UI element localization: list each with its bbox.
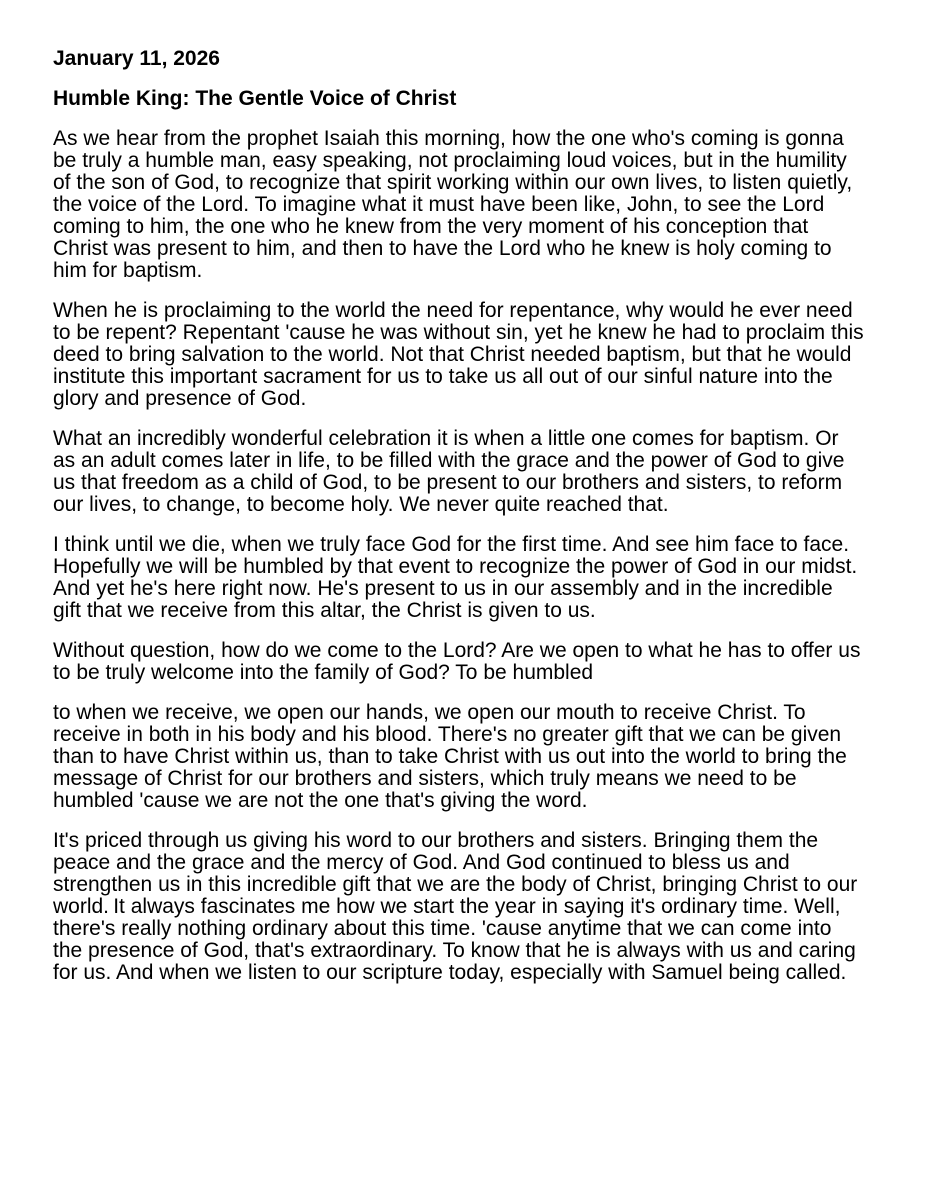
date-heading: January 11, 2026 [53, 47, 220, 70]
paragraph: It's priced through us giving his word to our brothers and sisters. Bringing them the peace and the grace and the mercy of God. And God continued to bless us and strengthen us in this incredible gift that we are the body of Christ, bringing Christ to our world. It always fascinates me how we start the year in saying it's ordinary time. Well, there's really nothing ordinary about this time. 'cause anytime that we can come into the presence of God, that's extraordinary. To know that he is always with us and caring for us. And when we listen to our scripture today, especially with Samuel being called. [53, 829, 858, 984]
paragraph: I think until we die, when we truly face God for the first time. And see him face to face. Hopefully we will be humbled by that event to recognize the power of God in our midst. And yet he's here right now. He's present to us in our assembly and in the incredible gift that we receive from this altar, the Christ is given to us. [53, 533, 858, 622]
paragraph: Without question, how do we come to the Lord? Are we open to what he has to offer us to be truly welcome into the family of God? To be humbled [53, 639, 861, 684]
paragraph: to when we receive, we open our hands, we open our mouth to receive Christ. To receive in both in his body and his blood. There's no greater gift that we can be given than to have Christ within us, than to take Christ with us out into the world to bring the message of Christ for our brothers and sisters, which truly means we need to be humbled 'cause we are not the one that's giving the word. [53, 701, 847, 812]
paragraph: What an incredibly wonderful celebration it is when a little one comes for baptism. Or as an adult comes later in life, to be filled with the grace and the power of God to give us that freedom as a child of God, to be present to our brothers and sisters, to reform our lives, to change, to become holy. We never quite reached that. [53, 427, 845, 516]
document-content [53, 48, 865, 1002]
paragraph: When he is proclaiming to the world the need for repentance, why would he ever need to be repent? Repentant 'cause he was without sin, yet he knew he had to proclaim this deed to bring salvation to the world. Not that Christ needed baptism, but that he would institute this important sacrament for us to take us all out of our sinful nature into the glory and presence of God. [53, 299, 864, 410]
paragraph: As we hear from the prophet Isaiah this morning, how the one who's coming is gonna be truly a humble man, easy speaking, not proclaiming loud voices, but in the humility of the son of God, to recognize that spirit working within our own lives, to listen quietly, the voice of the Lord. To imagine what it must have been like, John, to see the Lord coming to him, the one who he knew from the very moment of his conception that Christ was present to him, and then to have the Lord who he knew is holy coming to him for baptism. [53, 127, 853, 282]
document-title: Humble King: The Gentle Voice of Christ [53, 87, 457, 110]
